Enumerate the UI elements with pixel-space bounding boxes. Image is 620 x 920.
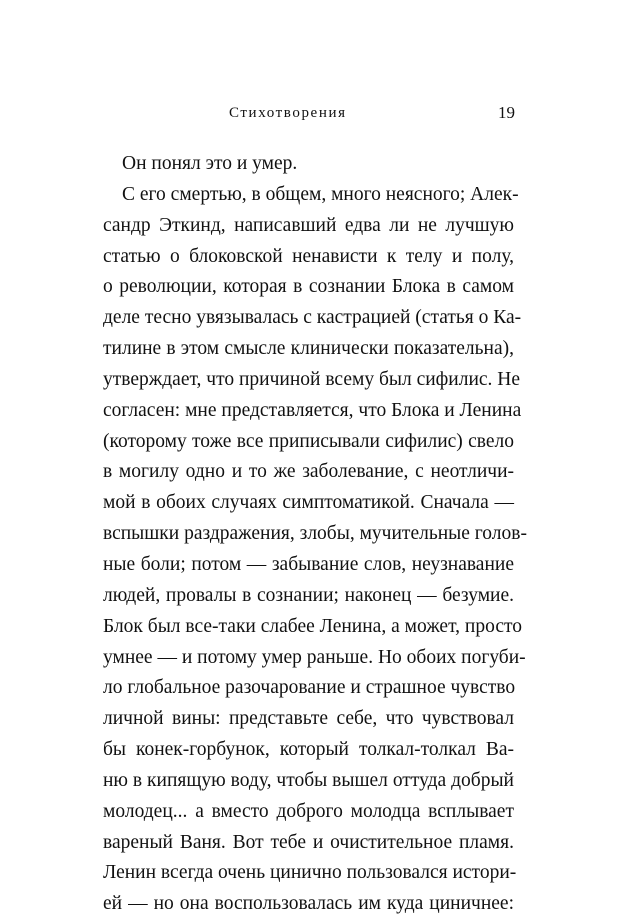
paragraph-1-line: Он понял это и умер. bbox=[122, 153, 298, 174]
text-line: мой в обоих случаях симптоматикой. Сначала — bbox=[103, 492, 514, 514]
text-line: вареный Ваня. Вот тебе и очистительное пламя. bbox=[103, 831, 514, 853]
text-line: ло глобальное разочарование и страшное чувство bbox=[103, 677, 516, 699]
text-line: (которому тоже все приписывали сифилис) свело bbox=[103, 430, 514, 452]
text-line: о революции, которая в сознании Блока в самом bbox=[103, 276, 514, 298]
text-line: в могилу одно и то же заболевание, с неотличи- bbox=[103, 461, 514, 483]
text-line: Ленин всегда очень цинично пользовался истори- bbox=[103, 862, 517, 884]
text-line: статью о блоковской ненависти к телу и полу, bbox=[103, 245, 514, 267]
text-line: утверждает, что причиной всему был сифилис. Не bbox=[103, 368, 521, 390]
text-line: тилине в этом смысле клинически показательна), bbox=[103, 338, 514, 360]
text-line: молодец... а вместо доброго молодца всплывает bbox=[103, 800, 514, 822]
text-line: умнее — и потому умер раньше. Но обоих погуби- bbox=[103, 646, 526, 668]
text-line: вспышки раздражения, злобы, мучительные голов- bbox=[103, 523, 527, 545]
text-line: согласен: мне представляется, что Блока и Ленина bbox=[103, 399, 522, 421]
text-line: сандр Эткинд, написавший едва ли не лучшую bbox=[103, 214, 514, 236]
text-line: деле тесно увязывалась с кастрацией (статья о Ка- bbox=[103, 307, 522, 329]
text-line: бы конек-горбунок, который толкал-толкал Ва- bbox=[103, 739, 514, 761]
page-number: 19 bbox=[498, 103, 515, 122]
text-line: людей, провалы в сознании; наконец — безумие. bbox=[103, 584, 514, 606]
text-line: личной вины: представьте себе, что чувствовал bbox=[103, 708, 514, 730]
text-line: ню в кипящую воду, чтобы вышел оттуда добрый bbox=[103, 769, 514, 791]
body-text bbox=[103, 149, 527, 920]
paragraph-2-line: С его смертью, в общем, много неясного; Алек- bbox=[122, 183, 519, 205]
text-line: ные боли; потом — забывание слов, неузнавание bbox=[103, 553, 514, 575]
text-line: ей — но она воспользовалась им куда циничнее: bbox=[103, 893, 514, 915]
running-title: Стихотворения bbox=[229, 105, 347, 121]
running-head bbox=[103, 101, 515, 125]
text-line: Блок был все-таки слабее Ленина, а может, просто bbox=[103, 615, 522, 637]
